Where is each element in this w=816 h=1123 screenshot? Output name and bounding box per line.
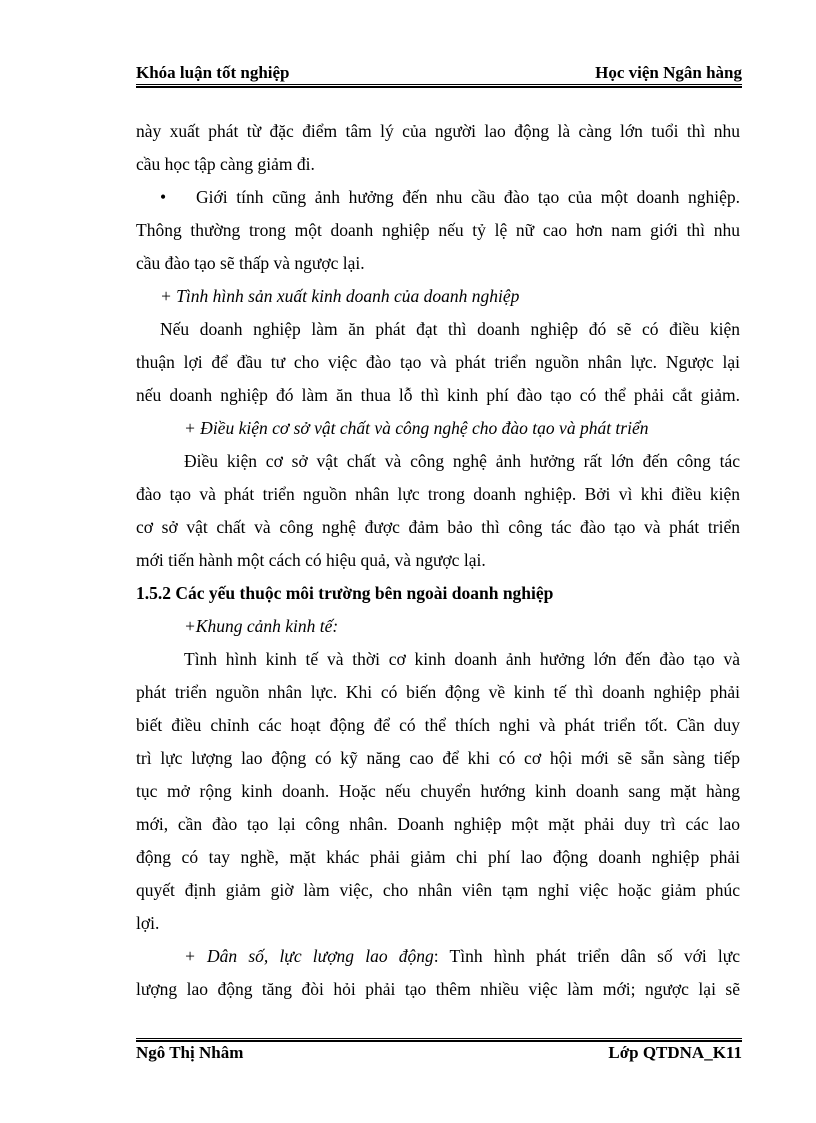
page-header [136, 57, 742, 83]
bullet-icon: • [160, 187, 167, 207]
text-line: lợi. [136, 913, 160, 933]
text-line: Điều kiện cơ sở vật chất và công nghệ ảnh hưởng rất lớn đến công tác [184, 451, 740, 471]
header-institution: Học viện Ngân hàng [595, 63, 742, 82]
footer-class: Lớp QTDNA_K11 [608, 1043, 742, 1062]
mixed-line [136, 940, 740, 973]
text-line: động có tay nghề, mặt khác phải giảm chi phí lao động doanh nghiệp phải [136, 847, 740, 867]
inline-text: : Tình hình phát triển dân số với lực [433, 946, 740, 966]
text-line: cầu học tập càng giảm đi. [136, 154, 315, 174]
footer-rule [136, 1038, 742, 1042]
footer-author: Ngô Thị Nhâm [136, 1043, 244, 1062]
text-line: tục mở rộng kinh doanh. Hoặc nếu chuyển hướng kinh doanh sang mặt hàng [136, 781, 740, 801]
text-line: lượng lao động tăng đòi hỏi phải tạo thêm nhiều việc làm mới; ngược lại sẽ [136, 979, 740, 999]
inline-subheading: + Dân số, lực lượng lao động [184, 946, 434, 966]
bullet-item [136, 181, 740, 214]
text-line: đào tạo và phát triển nguồn nhân lực trong doanh nghiệp. Bởi vì khi điều kiện [136, 484, 740, 504]
bullet-text: Giới tính cũng ảnh hưởng đến nhu cầu đào tạo của một doanh nghiệp. [196, 187, 740, 207]
section-heading: 1.5.2 Các yếu thuộc môi trường bên ngoài doanh nghiệp [136, 583, 554, 603]
text-line: trì lực lượng lao động có kỹ năng cao để khi có cơ hội mới sẽ sẵn sàng tiếp [136, 748, 740, 768]
text-line: này xuất phát từ đặc điểm tâm lý của người lao động là càng lớn tuổi thì nhu [136, 121, 740, 141]
text-line: Thông thường trong một doanh nghiệp nếu tỷ lệ nữ cao hơn nam giới thì nhu [136, 220, 740, 240]
subheading: + Điều kiện cơ sở vật chất và công nghệ cho đào tạo và phát triển [184, 418, 649, 438]
header-thesis-title: Khóa luận tốt nghiệp [136, 63, 290, 82]
text-line: quyết định giảm giờ làm việc, cho nhân viên tạm nghỉ việc hoặc giảm phúc [136, 880, 740, 900]
subheading: + Tình hình sản xuất kinh doanh của doanh nghiệp [160, 286, 520, 306]
text-line: thuận lợi để đầu tư cho việc đào tạo và phát triển nguồn nhân lực. Ngược lại [136, 352, 740, 372]
subheading: +Khung cảnh kinh tế: [184, 616, 339, 636]
page-footer [136, 1043, 742, 1067]
text-line: biết điều chỉnh các hoạt động để có thể thích nghi và phát triển tốt. Cần duy [136, 715, 740, 735]
page-body [136, 115, 740, 1006]
header-rule [136, 84, 742, 88]
text-line: cơ sở vật chất và công nghệ được đảm bảo thì công tác đào tạo và phát triển [136, 517, 740, 537]
text-line: mới, cần đào tạo lại công nhân. Doanh nghiệp một mặt phải duy trì các lao [136, 814, 740, 834]
text-line: cầu đào tạo sẽ thấp và ngược lại. [136, 253, 365, 273]
text-line: Tình hình kinh tế và thời cơ kinh doanh ảnh hưởng lớn đến đào tạo và [184, 649, 740, 669]
text-line: Nếu doanh nghiệp làm ăn phát đạt thì doanh nghiệp đó sẽ có điều kiện [160, 319, 740, 339]
text-line: nếu doanh nghiệp đó làm ăn thua lỗ thì kinh phí đào tạo có thể phải cắt giảm. [136, 385, 740, 405]
text-line: mới tiến hành một cách có hiệu quả, và ngược lại. [136, 550, 486, 570]
text-line: phát triển nguồn nhân lực. Khi có biến động về kinh tế thì doanh nghiệp phải [136, 682, 740, 702]
